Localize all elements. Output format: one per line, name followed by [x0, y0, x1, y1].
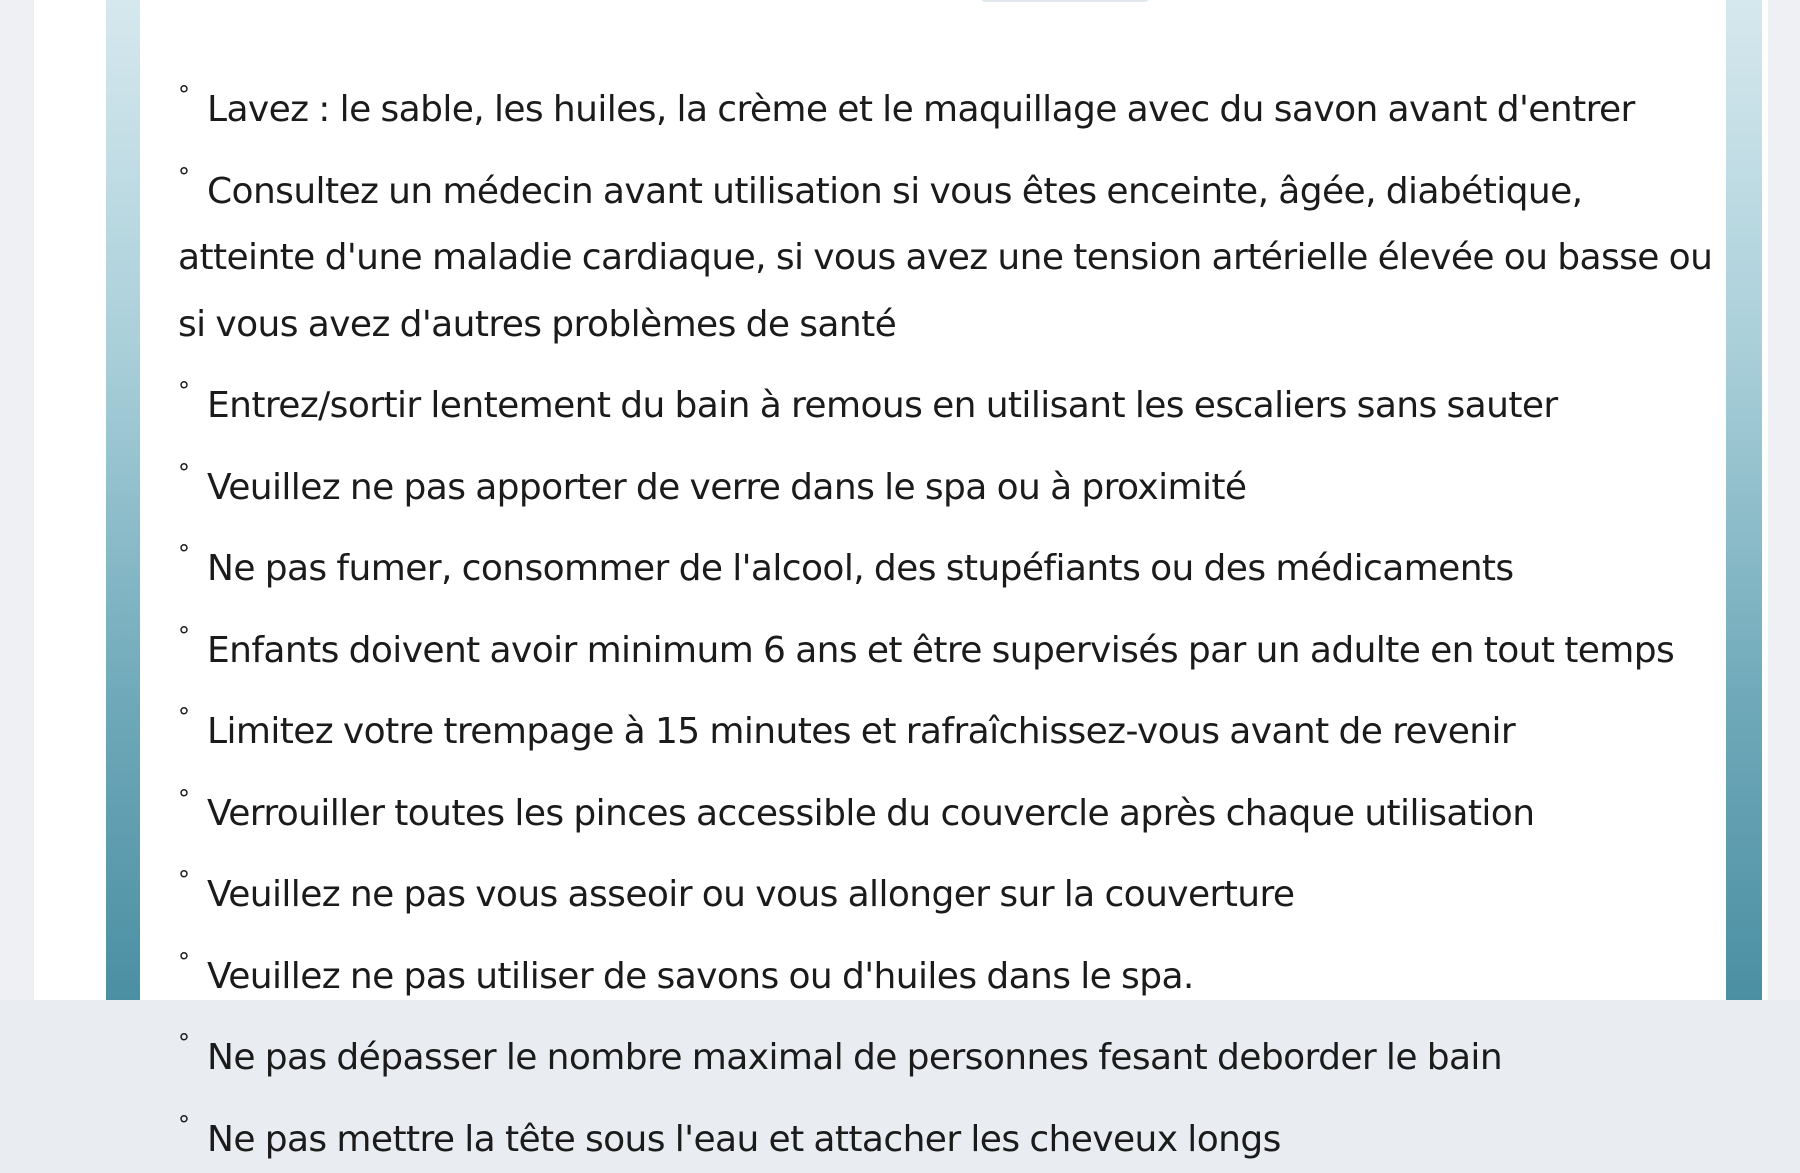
bullet-icon: °	[178, 766, 207, 833]
rule-text: Entrez/sortir lentement du bain à remous en utilisant les escaliers sans sauter	[207, 385, 1558, 426]
rule-text: Enfants doivent avoir minimum 6 ans et être supervisés par un adulte en tout temps	[207, 630, 1674, 671]
rule-item	[178, 1010, 1718, 1092]
spa-rules-list	[178, 62, 1718, 1173]
rule-text: Consultez un médecin avant utilisation si vous êtes enceinte, âgée, diabétique, atteinte d'une maladie cardiaque, si vous avez une tension artérielle élevée ou basse ou si vous avez d'autres problèmes de santé	[178, 171, 1712, 345]
rule-text: Limitez votre trempage à 15 minutes et rafraîchissez-vous avant de revenir	[207, 711, 1515, 752]
bullet-icon: °	[178, 1010, 207, 1077]
rule-item	[178, 62, 1718, 144]
bullet-icon: °	[178, 847, 207, 914]
bullet-icon: °	[178, 1092, 207, 1159]
bullet-icon: °	[178, 521, 207, 588]
rule-item	[178, 144, 1718, 359]
rule-text: Ne pas mettre la tête sous l'eau et attacher les cheveux longs	[207, 1119, 1281, 1160]
decorative-top-tab	[980, 0, 1150, 2]
rule-text: Ne pas fumer, consommer de l'alcool, des stupéfiants ou des médicaments	[207, 548, 1514, 589]
bullet-icon: °	[178, 603, 207, 670]
bullet-icon: °	[178, 358, 207, 425]
rule-text: Veuillez ne pas vous asseoir ou vous allonger sur la couverture	[207, 874, 1294, 915]
bullet-icon: °	[178, 929, 207, 996]
rule-text: Ne pas dépasser le nombre maximal de personnes fesant deborder le bain	[207, 1037, 1502, 1078]
bullet-icon: °	[178, 62, 207, 129]
bullet-icon: °	[178, 144, 207, 211]
rule-item	[178, 440, 1718, 522]
rule-item	[178, 521, 1718, 603]
rule-text: Veuillez ne pas utiliser de savons ou d'huiles dans le spa.	[207, 956, 1194, 997]
rule-item	[178, 766, 1718, 848]
rule-item	[178, 603, 1718, 685]
bullet-icon: °	[178, 684, 207, 751]
rule-item	[178, 684, 1718, 766]
rule-text: Lavez : le sable, les huiles, la crème et le maquillage avec du savon avant d'entrer	[207, 89, 1635, 130]
rule-item	[178, 358, 1718, 440]
rule-item	[178, 1092, 1718, 1173]
rule-text: Verrouiller toutes les pinces accessible du couvercle après chaque utilisation	[207, 793, 1534, 834]
bullet-icon: °	[178, 440, 207, 507]
rule-item	[178, 847, 1718, 929]
rule-text: Veuillez ne pas apporter de verre dans le spa ou à proximité	[207, 467, 1246, 508]
rule-item	[178, 929, 1718, 1011]
document-page	[34, 0, 1768, 1000]
